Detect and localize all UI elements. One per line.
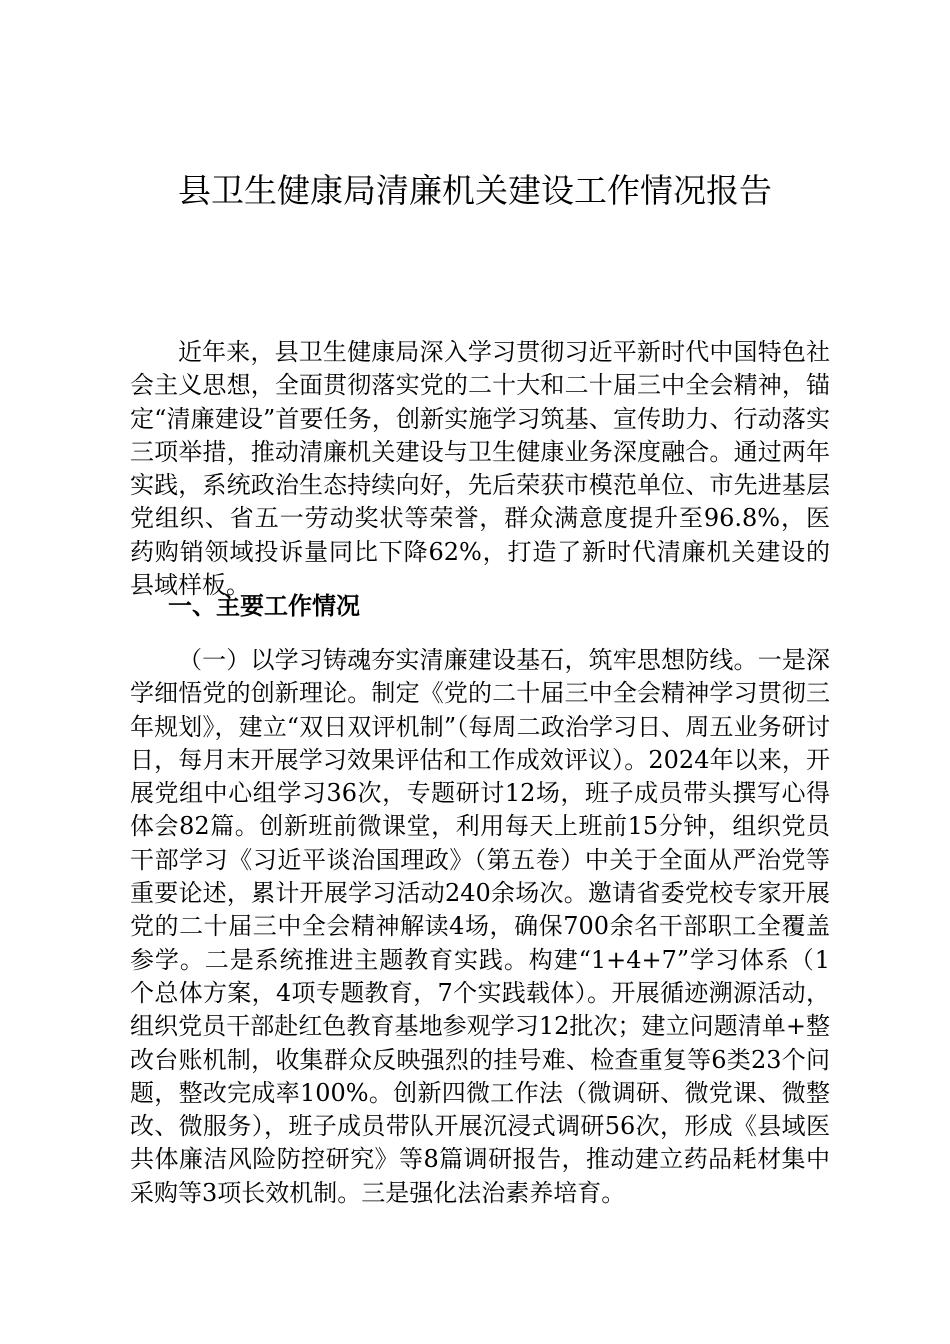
section-body-paragraph: （一）以学习铸魂夯实清廉建设基石，筑牢思想防线。一是深学细悟党的创新理论。制定《党的二十届三中全会精神学习贯彻三年规划》，建立“双日双评机制”（每周二政治学习日、周五业务研讨日，每月末开展学习效果评估和工作成效评议）。2024年以来，开展党组中心组学习36次，专题研讨12场，班子成员带头撰写心得体会82篇。创新班前微课堂，利用每天上班前15分钟，组织党员干部学习《习近平谈治国理政》（第五卷）中关于全面从严治党等重要论述，累计开展学习活动240余场次。邀请省委党校专家开展党的二十届三中全会精神解读4场，确保700余名干部职工全覆盖参学。二是系统推进主题教育实践。构建“1+4+7”学习体系（1个总体方案，4项专题教育，7个实践载体）。开展循迹溯源活动，组织党员干部赴红色教育基地参观学习12批次；建立问题清单+整改台账机制，收集群众反映强烈的挂号难、检查重复等6类23个问题，整改完成率100%。创新四微工作法（微调研、微党课、微整改、微服务），班子成员带队开展沉浸式调研56次，形成《县域医共体廉洁风险防控研究》等8篇调研报告，推动建立药品耗材集中采购等3项长效机制。三是强化法治素养培育。 — [130, 646, 830, 1207]
section-heading: 一、主要工作情况 — [168, 592, 360, 620]
intro-paragraph: 近年来，县卫生健康局深入学习贯彻习近平新时代中国特色社会主义思想，全面贯彻落实党的二十大和二十届三中全会精神，锚定“清廉建设”首要任务，创新实施学习筑基、宣传助力、行动落实三项举措，推动清廉机关建设与卫生健康业务深度融合。通过两年实践，系统政治生态持续向好，先后荣获市模范单位、市先进基层党组织、省五一劳动奖状等荣誉，群众满意度提升至96.8%，医药购销领域投诉量同比下降62%，打造了新时代清廉机关建设的县域样板。 — [130, 338, 830, 600]
document-title: 县卫生健康局清廉机关建设工作情况报告 — [178, 171, 772, 210]
